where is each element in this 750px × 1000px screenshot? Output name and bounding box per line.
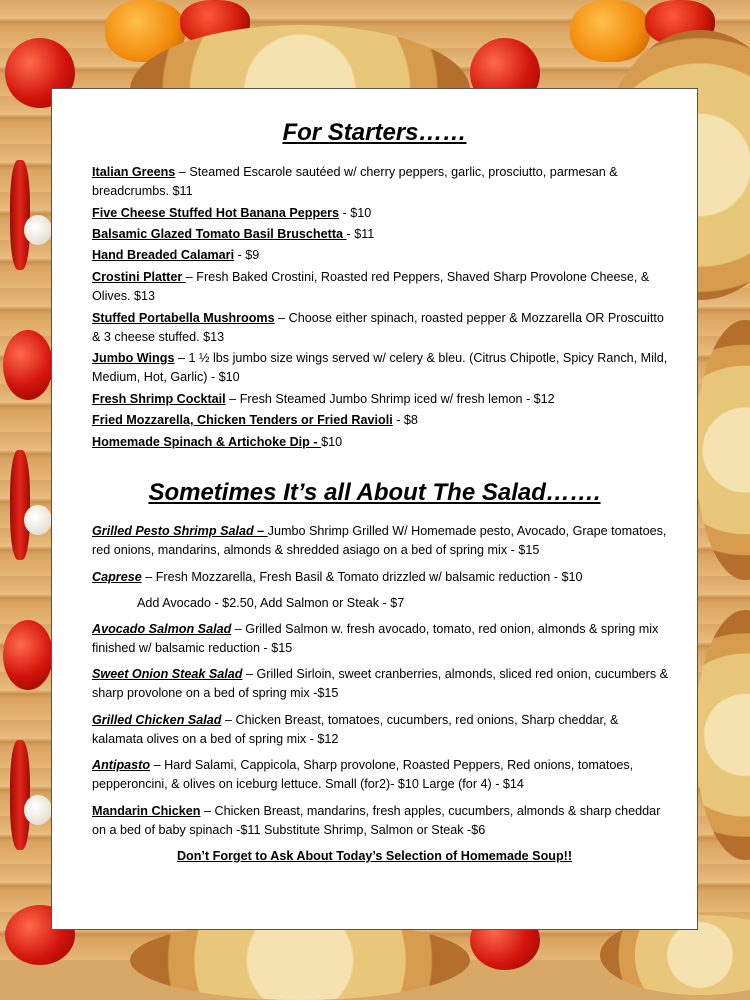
chili-pepper-image — [10, 740, 30, 850]
menu-item: Crostini Platter – Fresh Baked Crostini, Roasted red Peppers, Shaved Sharp Provolone Cheese, & Olives. $13 — [92, 270, 650, 303]
menu-item: Fried Mozzarella, Chicken Tenders or Fried Ravioli - $8 — [92, 413, 418, 427]
orange-pepper-image — [570, 0, 650, 62]
menu-item: Mandarin Chicken – Chicken Breast, mandarins, fresh apples, cucumbers, almonds & sharp cheddar on a bed of baby spinach -$11 Substitute Shrimp, Salmon or Steak -$6 — [92, 804, 661, 837]
menu-card — [51, 88, 698, 930]
menu-item: Caprese – Fresh Mozzarella, Fresh Basil & Tomato drizzled w/ balsamic reduction - $10 — [92, 570, 583, 584]
garlic-image — [24, 795, 52, 825]
item-name: Jumbo Wings — [92, 351, 175, 365]
item-desc: Choose either spinach, roasted pepper & Mozzarella OR Proscuitto & 3 cheese stuffed. $13 — [92, 311, 664, 344]
tomato-image — [3, 620, 53, 690]
garlic-image — [24, 505, 52, 535]
menu-item: Five Cheese Stuffed Hot Banana Peppers - $10 — [92, 206, 372, 220]
item-name: Fried Mozzarella, Chicken Tenders or Fried Ravioli — [92, 413, 393, 427]
tomato-image — [3, 330, 53, 400]
salads-heading: Sometimes It’s all About The Salad……. — [148, 479, 601, 506]
garlic-image — [24, 215, 52, 245]
menu-item: Grilled Chicken Salad – Chicken Breast, tomatoes, cucumbers, red onions, Sharp cheddar, & kalamata olives on a bed of spring mix - $12 — [92, 713, 619, 746]
menu-item: Sweet Onion Steak Salad – Grilled Sirloin, sweet cranberries, almonds, sliced red onion, cucumbers & sharp provolone on a bed of spring mix -$15 — [92, 667, 669, 700]
item-name: Grilled Chicken Salad — [92, 713, 222, 727]
item-desc: Hard Salami, Cappicola, Sharp provolone, Roasted Peppers, Red onions, tomatoes, pepperoncini, & olives on iceburg lettuce. Small (for2)- $10 Large (for 4) - $14 — [92, 758, 634, 791]
item-name: Five Cheese Stuffed Hot Banana Peppers — [92, 206, 340, 220]
menu-item: Jumbo Wings – 1 ½ lbs jumbo size wings served w/ celery & bleu. (Citrus Chipotle, Spicy Ranch, Mild, Medium, Hot, Garlic) - $10 — [92, 351, 668, 384]
item-desc: $11 — [354, 227, 375, 241]
item-desc: $9 — [245, 248, 260, 262]
menu-item: Fresh Shrimp Cocktail – Fresh Steamed Jumbo Shrimp iced w/ fresh lemon - $12 — [92, 392, 555, 406]
menu-item: Italian Greens – Steamed Escarole sautéed w/ cherry peppers, garlic, prosciutto, parmesan & breadcrumbs. $11 — [92, 165, 618, 198]
item-desc: Jumbo Shrimp Grilled W/ Homemade pesto, Avocado, Grape tomatoes, red onions, mandarins, almonds & shredded asiago on a bed of spring mix - $15 — [92, 524, 667, 557]
menu-item: Stuffed Portabella Mushrooms – Choose either spinach, roasted pepper & Mozzarella OR Proscuitto & 3 cheese stuffed. $13 — [92, 311, 664, 344]
chili-pepper-image — [10, 450, 30, 560]
pizza-image — [130, 920, 470, 1000]
menu-item: Balsamic Glazed Tomato Basil Bruschetta - $11 — [92, 227, 375, 241]
menu-item — [92, 433, 672, 452]
item-desc: $10 — [321, 435, 343, 449]
soup-note: Don’t Forget to Ask About Today’s Selection of Homemade Soup!! — [176, 849, 573, 863]
item-name: Fresh Shrimp Cocktail — [92, 392, 226, 406]
item-desc: Chicken Breast, tomatoes, cucumbers, red onions, Sharp cheddar, & kalamata olives on a bed of spring mix - $12 — [92, 713, 619, 746]
item-name: Caprese — [92, 570, 142, 584]
menu-item: Hand Breaded Calamari - $9 — [92, 248, 260, 262]
item-name: Italian Greens — [92, 165, 176, 179]
item-desc: Steamed Escarole sautéed w/ cherry peppers, garlic, prosciutto, parmesan & breadcrumbs. $11 — [92, 165, 618, 198]
item-desc: Grilled Sirloin, sweet cranberries, almonds, sliced red onion, cucumbers & sharp provolone on a bed of spring mix -$15 — [92, 667, 669, 700]
item-name: Mandarin Chicken — [92, 804, 201, 818]
item-name: Homemade Spinach & Artichoke Dip - — [92, 435, 322, 449]
item-desc: Fresh Steamed Jumbo Shrimp iced w/ fresh lemon - $12 — [239, 392, 555, 406]
item-desc: Add Avocado - $2.50, Add Salmon or Steak - $7 — [137, 596, 405, 610]
item-desc: Fresh Baked Crostini, Roasted red Peppers, Shaved Sharp Provolone Cheese, & Olives. $13 — [92, 270, 650, 303]
item-name: Crostini Platter — [92, 270, 186, 284]
item-desc: Chicken Breast, mandarins, fresh apples, cucumbers, almonds & sharp cheddar on a bed of baby spinach -$11 Substitute Shrimp, Salmon or Steak -$6 — [92, 804, 661, 837]
item-desc: Grilled Salmon w. fresh avocado, tomato, red onion, almonds & spring mix finished w/ balsamic reduction - $15 — [92, 622, 659, 655]
item-desc: $8 — [403, 413, 418, 427]
item-name: Avocado Salmon Salad — [92, 622, 232, 636]
menu-item: Avocado Salmon Salad – Grilled Salmon w. fresh avocado, tomato, red onion, almonds & spring mix finished w/ balsamic reduction - $15 — [92, 622, 659, 655]
item-name: Sweet Onion Steak Salad — [92, 667, 243, 681]
item-name: Balsamic Glazed Tomato Basil Bruschetta — [92, 227, 347, 241]
menu-item — [92, 522, 672, 560]
item-name: Antipasto — [92, 758, 151, 772]
item-name: Stuffed Portabella Mushrooms — [92, 311, 275, 325]
menu-item: Antipasto – Hard Salami, Cappicola, Sharp provolone, Roasted Peppers, Red onions, tomatoes, pepperoncini, & olives on iceburg lettuce. Small (for2)- $10 Large (for 4) - $14 — [92, 758, 634, 791]
item-name: Hand Breaded Calamari — [92, 248, 235, 262]
menu-addon — [137, 594, 717, 613]
starters-heading: For Starters…… — [282, 119, 467, 146]
chili-pepper-image — [10, 160, 30, 270]
item-desc: Fresh Mozzarella, Fresh Basil & Tomato drizzled w/ balsamic reduction - $10 — [155, 570, 583, 584]
item-name: Grilled Pesto Shrimp Salad – — [92, 524, 268, 538]
item-desc: 1 ½ lbs jumbo size wings served w/ celery & bleu. (Citrus Chipotle, Spicy Ranch, Mild, Medium, Hot, Garlic) - $10 — [92, 351, 668, 384]
item-desc: $10 — [350, 206, 372, 220]
